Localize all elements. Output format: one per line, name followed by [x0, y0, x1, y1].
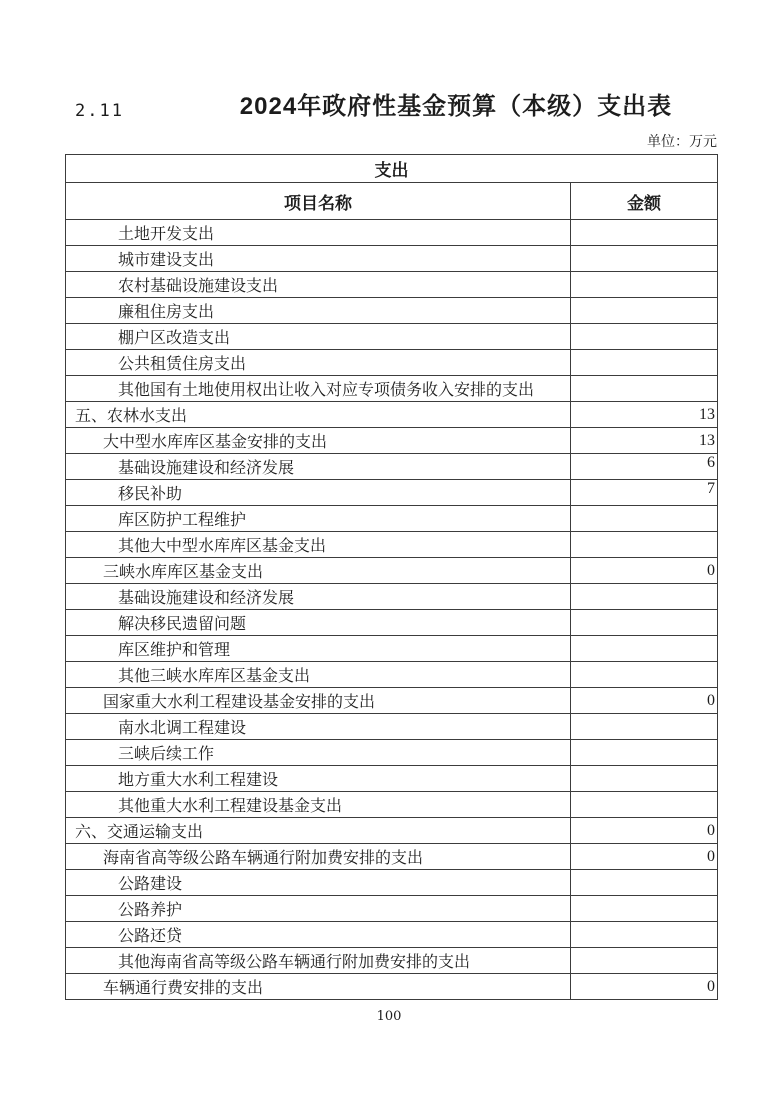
amount-cell — [571, 610, 718, 636]
column-header-amount: 金额 — [571, 183, 718, 220]
table-row — [66, 506, 718, 532]
table-row — [66, 922, 718, 948]
item-name-cell: 车辆通行费安排的支出 — [66, 974, 571, 1000]
amount-cell — [571, 350, 718, 376]
column-header-item-name: 项目名称 — [66, 183, 571, 220]
amount-cell — [571, 792, 718, 818]
table-row — [66, 844, 718, 870]
amount-cell — [571, 870, 718, 896]
amount-cell — [571, 740, 718, 766]
item-name-cell: 公路养护 — [66, 896, 571, 922]
item-name-cell: 国家重大水利工程建设基金安排的支出 — [66, 688, 571, 714]
item-name-cell: 三峡后续工作 — [66, 740, 571, 766]
budget-table-body — [66, 220, 718, 1000]
item-name-cell: 移民补助 — [66, 480, 571, 506]
amount-cell: 13 — [571, 428, 718, 454]
amount-cell — [571, 324, 718, 350]
table-row — [66, 610, 718, 636]
table-row — [66, 376, 718, 402]
table-row — [66, 792, 718, 818]
item-name-cell: 其他重大水利工程建设基金支出 — [66, 792, 571, 818]
table-row — [66, 324, 718, 350]
unit-label: 单位：万元 — [647, 135, 717, 150]
table-row — [66, 246, 718, 272]
table-row — [66, 948, 718, 974]
amount-cell — [571, 896, 718, 922]
title-block — [0, 0, 778, 121]
item-name-cell: 公路建设 — [66, 870, 571, 896]
item-name-cell: 其他海南省高等级公路车辆通行附加费安排的支出 — [66, 948, 571, 974]
amount-cell — [571, 246, 718, 272]
item-name-cell: 库区防护工程维护 — [66, 506, 571, 532]
amount-cell: 0 — [571, 688, 718, 714]
amount-cell — [571, 766, 718, 792]
item-name-cell: 库区维护和管理 — [66, 636, 571, 662]
table-row — [66, 558, 718, 584]
item-name-cell: 三峡水库库区基金支出 — [66, 558, 571, 584]
page-number: 100 — [376, 1009, 402, 1024]
table-row — [66, 636, 718, 662]
table-row — [66, 454, 718, 480]
amount-cell: 13 — [571, 402, 718, 428]
table-row — [66, 272, 718, 298]
table-row — [66, 584, 718, 610]
table-row — [66, 480, 718, 506]
amount-cell: 7 — [571, 480, 718, 506]
table-row — [66, 662, 718, 688]
table-top-header-row — [66, 155, 718, 183]
table-column-header-row — [66, 183, 718, 220]
item-name-cell: 基础设施建设和经济发展 — [66, 454, 571, 480]
amount-cell: 0 — [571, 844, 718, 870]
budget-table — [65, 154, 718, 1000]
table-row — [66, 298, 718, 324]
amount-cell — [571, 298, 718, 324]
table-row — [66, 818, 718, 844]
table-row — [66, 714, 718, 740]
item-name-cell: 公路还贷 — [66, 922, 571, 948]
table-row — [66, 350, 718, 376]
amount-cell — [571, 948, 718, 974]
item-name-cell: 其他三峡水库库区基金支出 — [66, 662, 571, 688]
item-name-cell: 解决移民遗留问题 — [66, 610, 571, 636]
table-row — [66, 532, 718, 558]
amount-cell — [571, 636, 718, 662]
item-name-cell: 五、农林水支出 — [66, 402, 571, 428]
amount-cell — [571, 506, 718, 532]
table-row — [66, 974, 718, 1000]
budget-table-header — [66, 155, 718, 220]
table-row — [66, 870, 718, 896]
table-row — [66, 428, 718, 454]
amount-cell — [571, 714, 718, 740]
table-row — [66, 740, 718, 766]
table-row — [66, 220, 718, 246]
amount-cell: 6 — [571, 454, 718, 480]
amount-cell — [571, 220, 718, 246]
item-name-cell: 棚户区改造支出 — [66, 324, 571, 350]
amount-cell: 0 — [571, 974, 718, 1000]
item-name-cell: 城市建设支出 — [66, 246, 571, 272]
amount-cell: 0 — [571, 558, 718, 584]
item-name-cell: 公共租赁住房支出 — [66, 350, 571, 376]
table-row — [66, 688, 718, 714]
item-name-cell: 大中型水库库区基金安排的支出 — [66, 428, 571, 454]
item-name-cell: 其他大中型水库库区基金支出 — [66, 532, 571, 558]
page-title: 2024年政府性基金预算（本级）支出表 — [239, 93, 673, 120]
item-name-cell: 基础设施建设和经济发展 — [66, 584, 571, 610]
item-name-cell: 土地开发支出 — [66, 220, 571, 246]
table-top-header: 支出 — [66, 155, 718, 183]
item-name-cell: 其他国有土地使用权出让收入对应专项债务收入安排的支出 — [66, 376, 571, 402]
amount-cell: 0 — [571, 818, 718, 844]
item-name-cell: 南水北调工程建设 — [66, 714, 571, 740]
table-row — [66, 766, 718, 792]
amount-cell — [571, 376, 718, 402]
amount-cell — [571, 922, 718, 948]
amount-cell — [571, 272, 718, 298]
amount-cell — [571, 662, 718, 688]
table-row — [66, 402, 718, 428]
item-name-cell: 海南省高等级公路车辆通行附加费安排的支出 — [66, 844, 571, 870]
section-number: 2.11 — [75, 101, 124, 121]
item-name-cell: 廉租住房支出 — [66, 298, 571, 324]
item-name-cell: 地方重大水利工程建设 — [66, 766, 571, 792]
item-name-cell: 农村基础设施建设支出 — [66, 272, 571, 298]
amount-cell — [571, 584, 718, 610]
amount-cell — [571, 532, 718, 558]
table-row — [66, 896, 718, 922]
item-name-cell: 六、交通运输支出 — [66, 818, 571, 844]
